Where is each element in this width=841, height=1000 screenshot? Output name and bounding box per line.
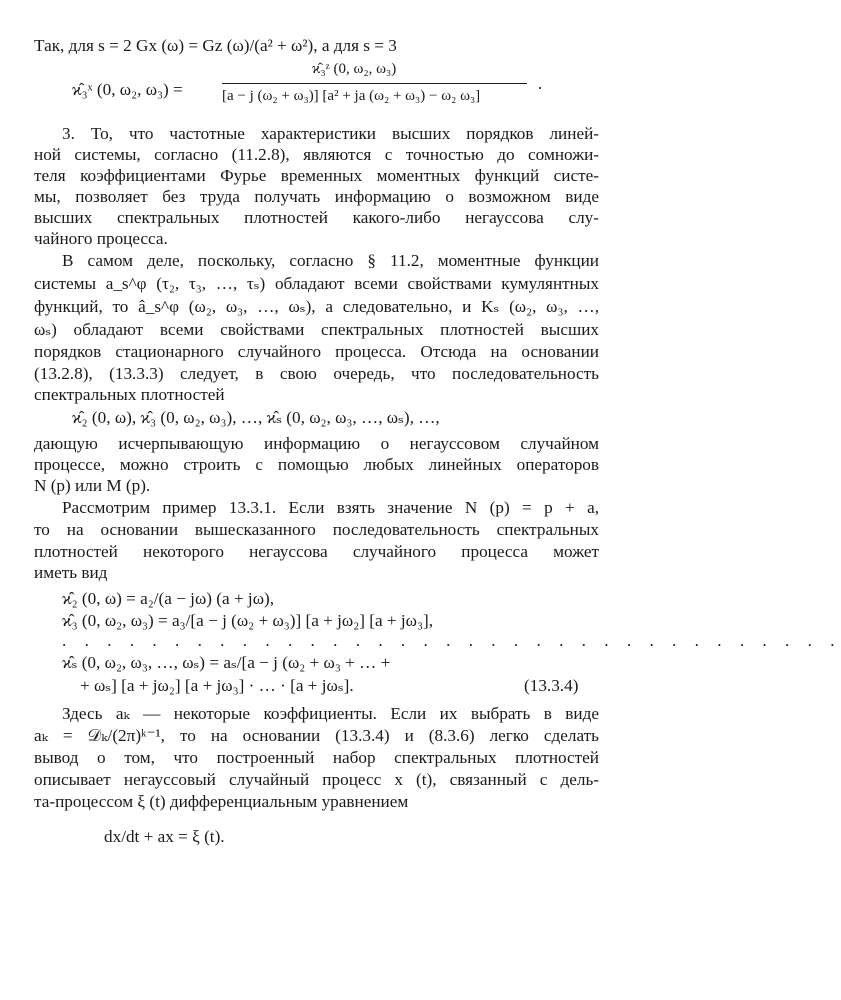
text-line: высших спектральных плотностей какого-либо негауссова слу-	[34, 208, 599, 227]
text-line: спектральных плотностей	[34, 385, 225, 404]
text-line: чайного процесса.	[34, 229, 168, 248]
equation-number: (13.3.4)	[524, 676, 579, 695]
formula-line: ϰ̂₂ (0, ω) = a₂/(a − jω) (a + jω),	[62, 589, 275, 608]
text-line: (13.2.8), (13.3.3) следует, в свою очередь, что последовательность	[34, 364, 599, 383]
formula-lhs: ϰ̂₃ˣ (0, ω₂, ω₃) =	[72, 80, 183, 99]
text-line: иметь вид	[34, 563, 108, 582]
formula-line: dx/dt + ax = ξ (t).	[104, 827, 225, 846]
text-line: системы a_s^φ (τ₂, τ₃, …, τₛ) обладают всеми свойствами кумулянтных	[34, 274, 599, 293]
text-line: порядков стационарного случайного процесса. Отсюда на основании	[34, 342, 599, 361]
text-line: 3. То, что частотные характеристики высших порядков линей-	[62, 124, 599, 143]
formula-line: ϰ̂₂ (0, ω), ϰ̂₃ (0, ω₂, ω₃), …, ϰ̂ₛ (0, ω₂, ω₃, …, ωₛ), …,	[72, 408, 440, 427]
text-line: та-процессом ξ (t) дифференциальным уравнением	[34, 792, 409, 811]
fraction-bar	[222, 83, 527, 84]
punctuation: .	[538, 74, 543, 93]
text-line: процессе, можно строить с помощью любых линейных операторов	[34, 455, 599, 474]
fraction-denominator: [a − j (ω₂ + ω₃)] [a² + ja (ω₂ + ω₃) − ω₂ ω₃]	[222, 88, 481, 104]
dotted-leader: . . . . . . . . . . . . . . . . . . . . . . . . . . . . . . . . . . .	[62, 631, 841, 650]
text-line: плотностей некоторого негауссова случайного процесса может	[34, 542, 599, 561]
text-line: В самом деле, поскольку, согласно § 11.2, моментные функции	[62, 251, 599, 270]
text-line: описывает негауссовый случайный процесс x (t), связанный с дель-	[34, 770, 599, 789]
text-line: Здесь aₖ — некоторые коэффициенты. Если их выбрать в виде	[62, 704, 599, 723]
text-line: Рассмотрим пример 13.3.1. Если взять значение N (p) = p + a,	[62, 498, 599, 517]
text-line: ωₛ) обладают всеми свойствами спектральных плотностей высших	[34, 320, 599, 339]
formula-line: + ωₛ] [a + jω₂] [a + jω₃] · … · [a + jωₛ].	[80, 676, 354, 695]
formula-line: ϰ̂₃ (0, ω₂, ω₃) = a₃/[a − j (ω₂ + ω₃)] [a + jω₂] [a + jω₃],	[62, 611, 433, 630]
text-line: N (p) или M (p).	[34, 476, 151, 495]
text-line: функций, то â_s^φ (ω₂, ω₃, …, ωₛ), а следовательно, и Kₛ (ω₂, ω₃, …,	[34, 297, 599, 316]
text-line: Так, для s = 2 Gx (ω) = Gz (ω)/(a² + ω²), а для s = 3	[34, 36, 397, 55]
text-line: ной системы, согласно (11.2.8), являются с точностью до сомножи-	[34, 145, 599, 164]
text-line: мы, позволяет без труда получать информацию о возможном виде	[34, 187, 599, 206]
text-line: дающую исчерпывающую информацию о негауссовом случайном	[34, 434, 599, 453]
text-line: aₖ = 𝒟ₖ/(2π)ᵏ⁻¹, то на основании (13.3.4) и (8.3.6) легко сделать	[34, 726, 599, 745]
text-line: то на основании вышесказанного последовательность спектральных	[34, 520, 599, 539]
fraction-numerator: ϰ̂₃ᶻ (0, ω₂, ω₃)	[312, 61, 397, 77]
text-line: теля коэффициентами Фурье временных моментных функций систе-	[34, 166, 599, 185]
formula-line: ϰ̂ₛ (0, ω₂, ω₃, …, ωₛ) = aₛ/[a − j (ω₂ + ω₃ + … +	[62, 653, 391, 672]
text-line: вывод о том, что построенный набор спектральных плотностей	[34, 748, 599, 767]
